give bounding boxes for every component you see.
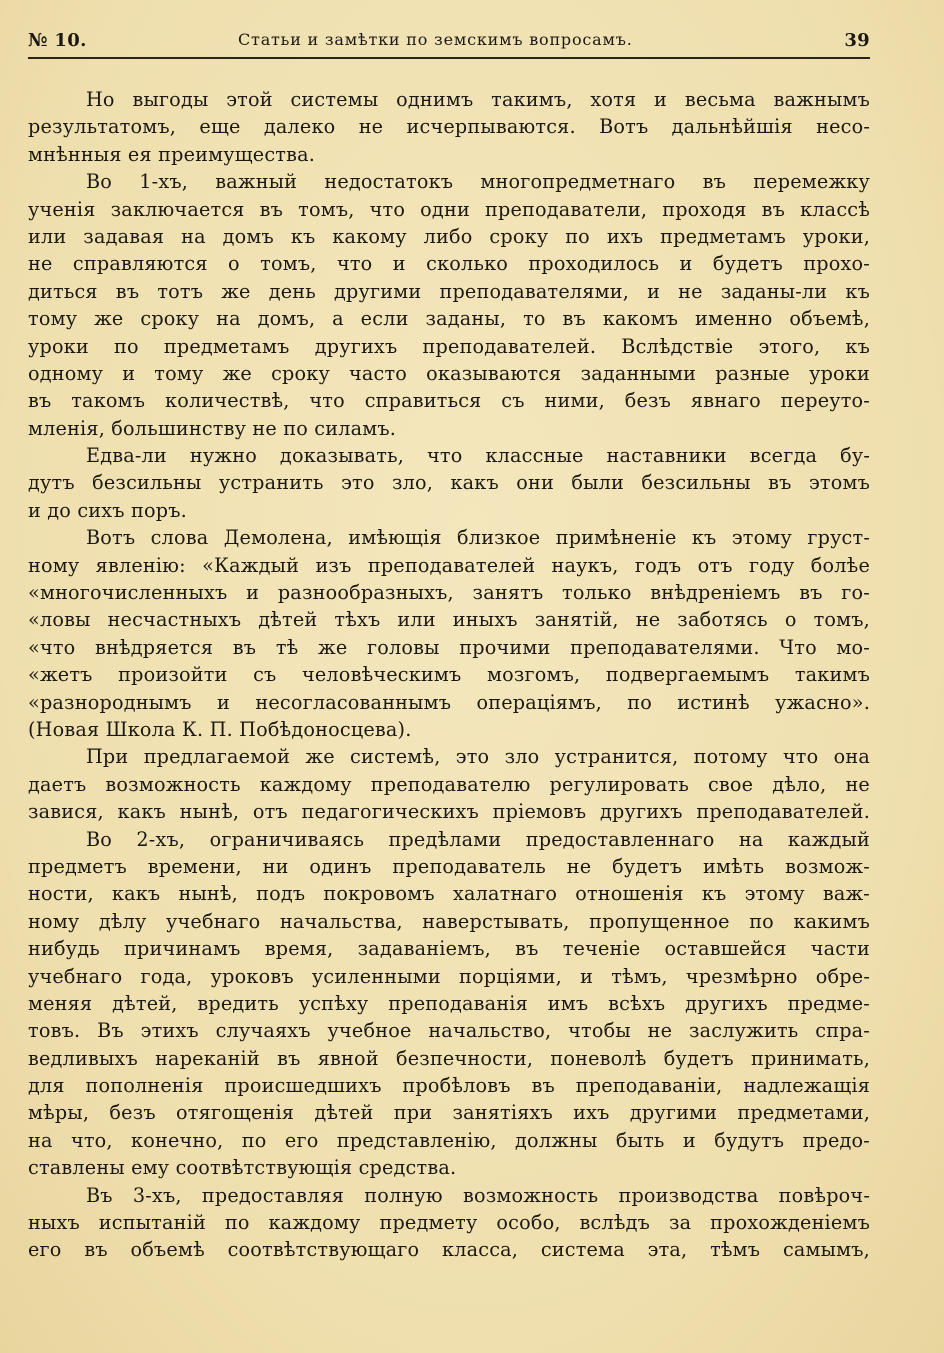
- text-line: даетъ возможность каждому преподавателю регулировать свое дѣло, не: [28, 772, 870, 796]
- text-line: дутъ безсильны устранить это зло, какъ они были безсильны въ этомъ: [28, 471, 870, 495]
- text-line: тому же сроку на домъ, а если заданы, то въ какомъ именно объемѣ,: [28, 307, 870, 331]
- text-line: завися, какъ нынѣ, отъ педагогическихъ пріемовъ другихъ преподавателей.: [28, 800, 870, 824]
- text-line: «жетъ произойти съ человѣческимъ мозгомъ, подвергаемымъ такимъ: [28, 663, 870, 687]
- issue-number: № 10.: [28, 30, 87, 51]
- text-line: меняя дѣтей, вредить успѣху преподаванія имъ всѣхъ другихъ предме-: [28, 991, 870, 1015]
- text-line: (Новая Школа К. П. Побѣдоносцева).: [28, 717, 412, 741]
- text-line: ности, какъ нынѣ, подъ покровомъ халатнаго отношенія къ этому важ-: [28, 882, 870, 906]
- text-line: или задавая на домъ къ какому либо сроку по ихъ предметамъ уроки,: [28, 224, 870, 248]
- header-rule: [28, 57, 870, 59]
- text-line: При предлагаемой же системѣ, это зло устранится, потому что она: [86, 745, 870, 769]
- text-line: и до сихъ поръ.: [28, 498, 187, 522]
- text-line: «ловы несчастныхъ дѣтей тѣхъ или иныхъ занятій, не заботясь о томъ,: [28, 608, 870, 632]
- text-line: ному явленію: «Каждый изъ преподавателей наукъ, годъ отъ году болѣе: [28, 553, 870, 577]
- body-text: [28, 86, 870, 1264]
- section-title: Статьи и замѣтки по земскимъ вопросамъ.: [238, 30, 633, 49]
- text-line: нибудь причинамъ время, задаваніемъ, въ теченіе оставшейся части: [28, 937, 870, 961]
- text-line: мѣры, безъ отягощенія дѣтей при занятіяхъ ихъ другими предметами,: [28, 1101, 870, 1125]
- text-line: Во 2-хъ, ограничиваясь предѣлами предоставленнаго на каждый: [86, 827, 870, 851]
- text-line: для пополненія происшедшихъ пробѣловъ въ преподаваніи, надлежащія: [28, 1074, 870, 1098]
- text-line: диться въ тотъ же день другими преподавателями, и не заданы-ли къ: [28, 279, 870, 303]
- text-line: на что, конечно, по его представленію, должны быть и будутъ предо-: [28, 1128, 870, 1152]
- text-line: ставлены ему соотвѣтствующія средства.: [28, 1156, 457, 1180]
- text-line: товъ. Въ этихъ случаяхъ учебное начальство, чтобы не заслужить спра-: [28, 1019, 870, 1043]
- page-number: 39: [844, 30, 870, 51]
- text-line: одному и тому же сроку часто оказываются заданными разные уроки: [28, 361, 870, 385]
- text-line: ученія заключается въ томъ, что одни преподаватели, проходя въ классѣ: [28, 197, 870, 221]
- text-line: ныхъ испытаній по каждому предмету особо, вслѣдъ за прохожденіемъ: [28, 1211, 870, 1235]
- text-line: уроки по предметамъ другихъ преподавателей. Вслѣдствіе этого, къ: [28, 334, 870, 358]
- text-line: результатомъ, еще далеко не исчерпываются. Вотъ дальнѣйшія несо-: [28, 115, 870, 139]
- text-line: «что внѣдряется въ тѣ же головы прочими преподавателями. Что мо-: [28, 635, 870, 659]
- text-line: ному дѣлу учебнаго начальства, наверстывать, пропущенное по какимъ: [28, 909, 870, 933]
- text-line: учебнаго года, уроковъ усиленными порціями, и тѣмъ, чрезмѣрно обре-: [28, 964, 870, 988]
- text-line: мнѣнныя ея преимущества.: [28, 142, 316, 166]
- text-line: предметъ времени, ни одинъ преподаватель не будетъ имѣть возмож-: [28, 854, 870, 878]
- text-line: мленія, большинству не по силамъ.: [28, 416, 397, 440]
- running-header: [28, 30, 870, 56]
- text-line: Но выгоды этой системы однимъ такимъ, хотя и весьма важнымъ: [86, 88, 870, 111]
- text-line: Во 1-хъ, важный недостатокъ многопредметнаго въ перемежку: [86, 170, 870, 194]
- text-line: въ такомъ количествѣ, что справиться съ ними, безъ явнаго переуто-: [28, 389, 870, 413]
- text-line: «разнороднымъ и несогласованнымъ операціямъ, по истинѣ ужасно».: [28, 690, 870, 714]
- text-line: Едва-ли нужно доказывать, что классные наставники всегда бу-: [86, 444, 870, 468]
- text-line: его въ объемѣ соотвѣтствующаго класса, система эта, тѣмъ самымъ,: [28, 1238, 870, 1262]
- text-line: Въ 3-хъ, предоставляя полную возможность производства повѣроч-: [86, 1183, 870, 1207]
- text-line: ведливыхъ нареканій въ явной безпечности, поневолѣ будетъ принимать,: [28, 1046, 870, 1070]
- text-line: «многочисленныхъ и разнообразныхъ, занятъ только внѣдреніемъ въ го-: [28, 581, 870, 605]
- text-line: не справляются о томъ, что и сколько проходилось и будетъ прохо-: [28, 252, 870, 276]
- text-line: Вотъ слова Демолена, имѣющія близкое примѣненіе къ этому груст-: [86, 526, 870, 550]
